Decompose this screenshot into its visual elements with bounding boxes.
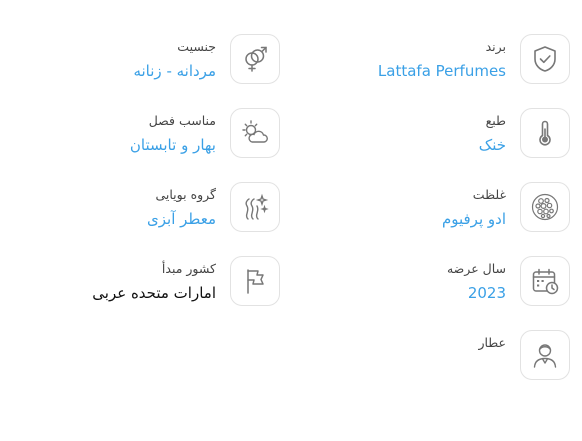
- person-icon: [520, 330, 570, 380]
- release-year-link[interactable]: 2023: [467, 284, 506, 302]
- sun-cloud-icon: [230, 108, 280, 158]
- origin-value: امارات متحده عربی: [92, 284, 216, 302]
- season-label: مناسب فصل: [148, 113, 216, 128]
- nature-link[interactable]: خنک: [478, 136, 506, 154]
- season-link[interactable]: بهار و تابستان: [129, 136, 216, 154]
- attr-gender: [10, 34, 280, 94]
- attr-brand: [300, 34, 570, 94]
- bubbles-icon: [520, 182, 570, 232]
- sparkles-wind-icon: [230, 182, 280, 232]
- attr-nature: [300, 108, 570, 168]
- scent-group-link[interactable]: معطر آبزی: [147, 210, 216, 228]
- concentration-link[interactable]: ادو پرفیوم: [441, 210, 506, 228]
- concentration-label: غلظت: [472, 187, 506, 202]
- calendar-clock-icon: [520, 256, 570, 306]
- attr-release-year: [300, 256, 570, 316]
- nature-label: طبع: [485, 113, 506, 128]
- scent-group-label: گروه بویایی: [155, 187, 216, 202]
- attr-concentration: [300, 182, 570, 242]
- shield-check-icon: [520, 34, 570, 84]
- attr-season: [10, 108, 280, 168]
- attr-scent-group: [10, 182, 280, 242]
- gender-label: جنسیت: [177, 39, 216, 54]
- release-year-label: سال عرضه: [446, 261, 506, 276]
- perfumer-label: عطار: [478, 335, 506, 350]
- brand-link[interactable]: Lattafa Perfumes: [377, 62, 506, 80]
- origin-label: کشور مبدأ: [161, 261, 216, 276]
- flag-icon: [230, 256, 280, 306]
- gender-link[interactable]: مردانه - زنانه: [133, 62, 216, 80]
- gender-icon: [230, 34, 280, 84]
- thermometer-icon: [520, 108, 570, 158]
- attr-origin: [10, 256, 280, 316]
- brand-label: برند: [485, 39, 506, 54]
- attr-perfumer: [300, 330, 570, 390]
